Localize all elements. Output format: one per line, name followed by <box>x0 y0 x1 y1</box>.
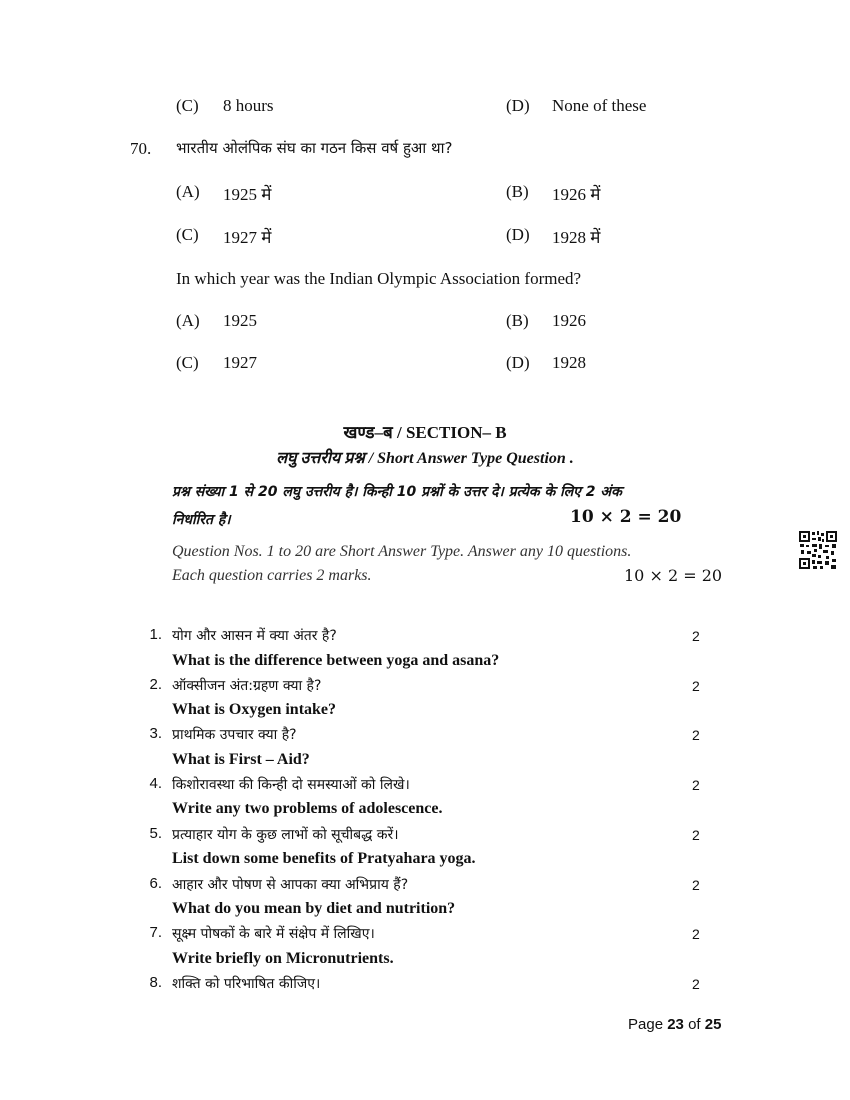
option-text: 1928 <box>552 353 586 372</box>
total-pages-number: 25 <box>704 1016 722 1033</box>
question-text-hindi: प्रत्याहार योग के कुछ लाभों को सूचीबद्ध करें। <box>172 827 399 843</box>
option-label: (A) <box>176 182 200 201</box>
option-text: 1925 <box>223 311 257 330</box>
question-text-hindi: ऑक्सीजन अंत:ग्रहण क्या है? <box>172 678 322 694</box>
hindi-marks-formula: 10 × 2 = 20 <box>570 507 682 527</box>
option-label: (D) <box>506 225 530 244</box>
question-marks: 2 <box>692 926 700 942</box>
question-text-english: What do you mean by diet and nutrition? <box>172 900 456 917</box>
option-text: 1927 में <box>223 228 272 247</box>
question-number: 1. <box>149 626 162 643</box>
page-indicator <box>628 1016 721 1033</box>
question-text-english: Write briefly on Micronutrients. <box>172 950 394 967</box>
question-text-english: What is Oxygen intake? <box>172 701 337 718</box>
q69-option-c-label: (C) <box>176 96 199 115</box>
question-text-english: Write any two problems of adolescence. <box>172 800 443 817</box>
english-instruction-line-1: Question Nos. 1 to 20 are Short Answer Type. Answer any 10 questions. <box>172 543 632 560</box>
question-marks: 2 <box>692 628 700 644</box>
q69-option-c-text: 8 hours <box>223 96 274 115</box>
english-marks-formula: 10 × 2 = 20 <box>624 566 723 585</box>
question-marks: 2 <box>692 727 700 743</box>
question-marks: 2 <box>692 678 700 694</box>
option-text: 1927 <box>223 353 257 372</box>
question-number: 4. <box>149 775 162 792</box>
question-marks: 2 <box>692 877 700 893</box>
english-instruction-line-2: Each question carries 2 marks. <box>172 567 372 584</box>
hindi-instruction-line-1: प्रश्न संख्या 1 से 20 लघु उत्तरीय है। किन्ही 10 प्रश्नों के उत्तर दे। प्रत्येक के लिए 2 अंक <box>172 484 622 500</box>
question-text-english: What is the difference between yoga and asana? <box>172 652 500 669</box>
question-marks: 2 <box>692 976 700 992</box>
option-text: 1926 में <box>552 185 601 204</box>
question-number: 7. <box>149 924 162 941</box>
option-text: 1926 <box>552 311 586 330</box>
option-label: (C) <box>176 225 199 244</box>
option-label: (B) <box>506 311 529 330</box>
current-page-number: 23 <box>667 1016 684 1033</box>
question-text-english: In which year was the Indian Olympic Association formed? <box>176 269 582 288</box>
option-label: (B) <box>506 182 529 201</box>
option-label: (D) <box>506 353 530 372</box>
question-number: 6. <box>149 875 162 892</box>
question-text-hindi: योग और आसन में क्या अंतर है? <box>172 628 337 644</box>
question-text-english: List down some benefits of Pratyahara yoga. <box>172 850 476 867</box>
question-marks: 2 <box>692 827 700 843</box>
question-marks: 2 <box>692 777 700 793</box>
option-label: (A) <box>176 311 200 330</box>
question-text-hindi: किशोरावस्था की किन्ही दो समस्याओं को लिखे। <box>172 777 410 793</box>
question-text-hindi: प्राथमिक उपचार क्या है? <box>172 727 297 743</box>
question-number: 70. <box>130 139 152 158</box>
question-number: 2. <box>149 676 162 693</box>
question-number: 5. <box>149 825 162 842</box>
option-label: (C) <box>176 353 199 372</box>
question-text-english: What is First – Aid? <box>172 751 310 768</box>
question-text-hindi: आहार और पोषण से आपका क्या अभिप्राय हैं? <box>172 877 409 893</box>
option-text: 1925 में <box>223 185 272 204</box>
question-text-hindi: शक्ति को परिभाषित कीजिए। <box>172 976 321 992</box>
q69-option-d-label: (D) <box>506 96 530 115</box>
section-title: खण्ड–ब / SECTION– B <box>343 423 507 442</box>
qr-code-icon <box>798 530 838 570</box>
of-word: of <box>688 1016 701 1033</box>
question-number: 3. <box>149 725 162 742</box>
q69-option-d-text: None of these <box>552 96 647 115</box>
option-text: 1928 में <box>552 228 601 247</box>
section-subtitle: लघु उत्तरीय प्रश्न / Short Answer Type Question . <box>276 450 574 467</box>
question-text-hindi: भारतीय ओलंपिक संघ का गठन किस वर्ष हुआ था? <box>176 139 453 157</box>
question-text-hindi: सूक्ष्म पोषकों के बारे में संक्षेप में लिखिए। <box>172 926 375 942</box>
question-number: 8. <box>149 974 162 991</box>
page-word: Page <box>628 1016 664 1033</box>
hindi-instruction-line-2: निर्धारित है। <box>172 512 231 528</box>
